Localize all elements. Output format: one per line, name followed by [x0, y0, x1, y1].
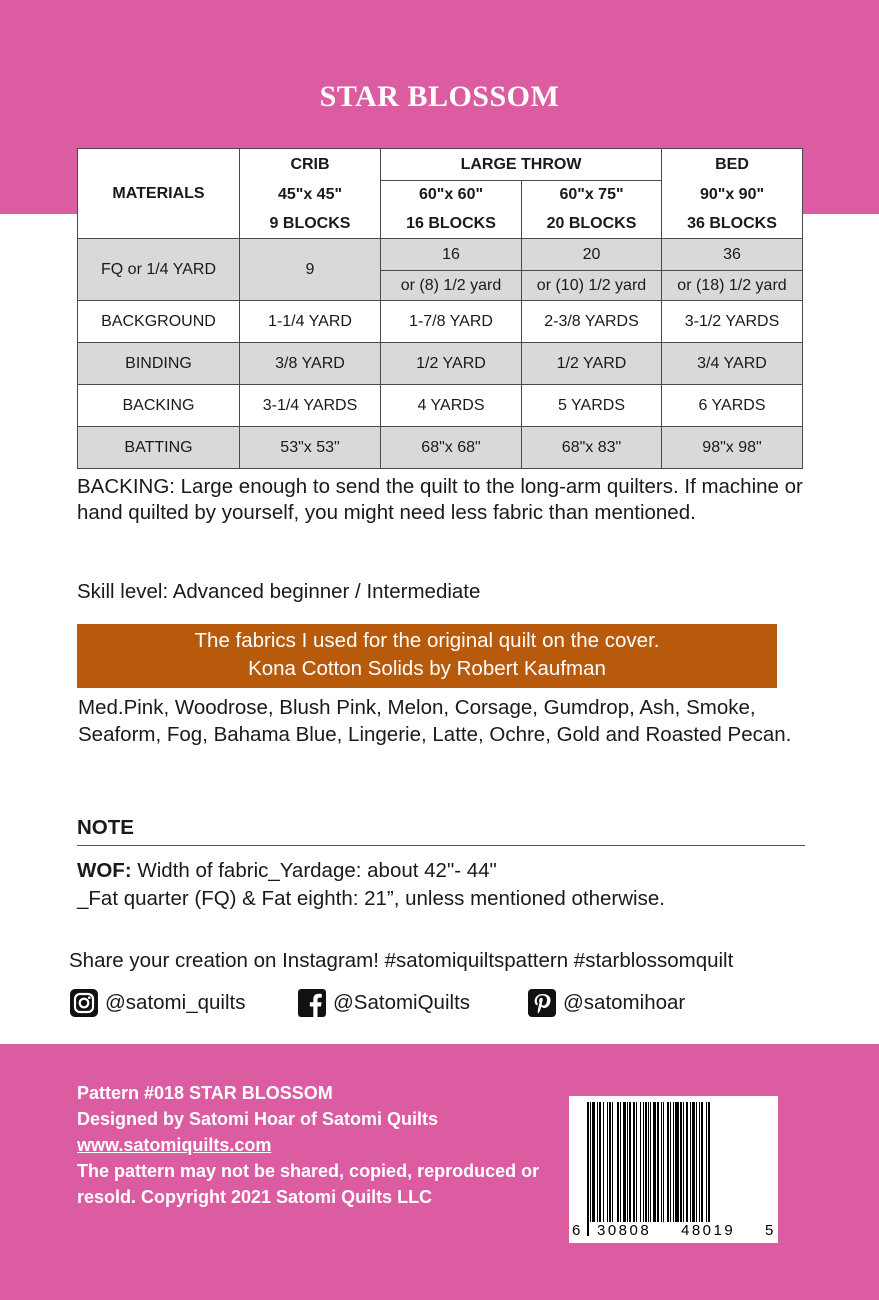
instagram-icon: [69, 988, 99, 1018]
fq-text: _Fat quarter (FQ) & Fat eighth: 21”, unless mentioned otherwise.: [77, 887, 665, 910]
cell-bed: 6 YARDS: [662, 385, 803, 427]
barcode-bar: [663, 1102, 664, 1222]
website-link[interactable]: www.satomiquilts.com: [77, 1135, 272, 1155]
barcode-bar: [597, 1102, 598, 1222]
fq-throw-a: 16: [381, 239, 522, 271]
barcode-bar: [696, 1102, 697, 1222]
barcode-bar: [633, 1102, 635, 1222]
table-row: [78, 427, 803, 469]
barcode-bar: [675, 1102, 679, 1222]
barcode-bar: [692, 1102, 695, 1222]
barcode-bar: [699, 1102, 700, 1222]
fq-throw-a-alt: or (8) 1/2 yard: [381, 271, 522, 301]
bed-header: BED: [662, 149, 803, 181]
barcode-bar: [670, 1102, 671, 1222]
note-heading: NOTE: [77, 816, 134, 839]
page-title: STAR BLOSSOM: [319, 80, 560, 113]
barcode: [569, 1096, 778, 1243]
facebook-handle[interactable]: [297, 987, 470, 1019]
facebook-icon: [297, 988, 327, 1018]
fq-bed-alt: or (18) 1/2 yard: [662, 271, 803, 301]
backing-note: BACKING: Large enough to send the quilt to the long-arm quilters. If machine or hand quilted by yourself, you might need less fabric than mentioned.: [77, 475, 803, 524]
barcode-bar: [617, 1102, 619, 1222]
throw-b-blocks: 20 BLOCKS: [522, 210, 662, 239]
designer-credit: Designed by Satomi Hoar of Satomi Quilts: [77, 1109, 439, 1129]
barcode-bar: [587, 1102, 589, 1236]
barcode-bar: [650, 1102, 651, 1222]
cell-throw-b: 2-3/8 YARDS: [522, 301, 662, 343]
barcode-digit-first: 6: [572, 1222, 581, 1239]
cell-throw-b: 5 YARDS: [522, 385, 662, 427]
row-label: BACKING: [78, 385, 240, 427]
cell-bed: 3/4 YARD: [662, 343, 803, 385]
barcode-bar: [667, 1102, 669, 1222]
bed-blocks: 36 BLOCKS: [662, 210, 803, 239]
barcode-bar: [627, 1102, 628, 1222]
barcode-bar: [629, 1102, 631, 1222]
row-label: BINDING: [78, 343, 240, 385]
barcode-bar: [683, 1102, 684, 1222]
throw-b-size: 60"x 75": [522, 181, 662, 210]
table-row: [78, 343, 803, 385]
credits-block: [77, 1080, 557, 1210]
cell-throw-a: 1/2 YARD: [381, 343, 522, 385]
fq-throw-b: 20: [522, 239, 662, 271]
barcode-bar: [607, 1102, 608, 1222]
materials-header: MATERIALS: [78, 149, 240, 239]
barcode-bar: [645, 1102, 647, 1222]
pinterest-label: @satomihoar: [563, 991, 686, 1014]
cell-crib: 3-1/4 YARDS: [240, 385, 381, 427]
barcode-bar: [708, 1102, 710, 1222]
wof-label: WOF:: [77, 859, 132, 882]
skill-level: Skill level: Advanced beginner / Intermediate: [77, 580, 481, 603]
materials-table: [77, 148, 803, 469]
bed-size: 90"x 90": [662, 181, 803, 210]
row-label: BATTING: [78, 427, 240, 469]
barcode-bar: [657, 1102, 659, 1222]
fq-crib: 9: [240, 239, 381, 301]
table-row: [78, 301, 803, 343]
barcode-bar: [648, 1102, 649, 1222]
barcode-bar: [673, 1102, 674, 1222]
cell-throw-b: 1/2 YARD: [522, 343, 662, 385]
share-text: Share your creation on Instagram! #satomiquiltspattern #starblossomquilt: [69, 949, 734, 972]
crib-blocks: 9 BLOCKS: [240, 210, 381, 239]
cell-crib: 3/8 YARD: [240, 343, 381, 385]
cell-throw-b: 68"x 83": [522, 427, 662, 469]
cell-throw-a: 68"x 68": [381, 427, 522, 469]
barcode-digits: [569, 1220, 778, 1242]
table-row: [78, 385, 803, 427]
barcode-bar: [661, 1102, 662, 1222]
barcode-bar: [690, 1102, 691, 1222]
barcode-bar: [706, 1102, 707, 1222]
barcode-bar: [701, 1102, 703, 1222]
cell-bed: 98"x 98": [662, 427, 803, 469]
throw-a-size: 60"x 60": [381, 181, 522, 210]
note-body: [77, 857, 817, 913]
barcode-bar: [643, 1102, 644, 1222]
barcode-bar: [686, 1102, 688, 1222]
table-row: [78, 239, 803, 271]
barcode-bar: [592, 1102, 595, 1222]
barcode-digits-left: 30808: [597, 1222, 652, 1239]
fq-label: FQ or 1/4 YARD: [78, 239, 240, 301]
barcode-digits-right: 48019: [681, 1222, 736, 1239]
copyright-text: The pattern may not be shared, copied, reproduced or resold. Copyright 2021 Satomi Quilts LLC: [77, 1161, 540, 1207]
row-label: BACKGROUND: [78, 301, 240, 343]
barcode-bar: [590, 1102, 591, 1222]
wof-text: Width of fabric_Yardage: about 42"- 44": [131, 859, 497, 882]
throw-a-blocks: 16 BLOCKS: [381, 210, 522, 239]
barcode-bar: [623, 1102, 626, 1222]
barcode-bar: [620, 1102, 621, 1222]
cell-crib: 53"x 53": [240, 427, 381, 469]
barcode-bar: [640, 1102, 641, 1222]
facebook-label: @SatomiQuilts: [333, 991, 471, 1014]
fabric-box-line-2: Kona Cotton Solids by Robert Kaufman: [248, 657, 606, 680]
barcode-bar: [653, 1102, 656, 1222]
barcode-bar: [603, 1102, 604, 1222]
pinterest-icon: [527, 988, 557, 1018]
crib-header: CRIB: [240, 149, 381, 181]
fq-throw-b-alt: or (10) 1/2 yard: [522, 271, 662, 301]
fq-bed: 36: [662, 239, 803, 271]
pattern-number: Pattern #018 STAR BLOSSOM: [77, 1083, 333, 1103]
barcode-digit-last: 5: [765, 1222, 774, 1239]
cell-crib: 1-1/4 YARD: [240, 301, 381, 343]
instagram-handle[interactable]: [69, 987, 245, 1019]
barcode-bar: [680, 1102, 682, 1222]
cell-bed: 3-1/2 YARDS: [662, 301, 803, 343]
fabric-box-line-1: The fabrics I used for the original quilt on the cover.: [194, 629, 660, 652]
pinterest-handle[interactable]: [527, 987, 685, 1019]
crib-size: 45"x 45": [240, 181, 381, 210]
barcode-bar: [599, 1102, 601, 1222]
instagram-label: @satomi_quilts: [105, 991, 246, 1014]
barcode-bar: [636, 1102, 637, 1222]
note-divider: [77, 845, 805, 846]
fabric-list: Med.Pink, Woodrose, Blush Pink, Melon, Corsage, Gumdrop, Ash, Smoke, Seaform, Fog, Bahama Blue, Lingerie, Latte, Ochre, Gold and Roasted Pecan.: [78, 696, 792, 746]
large-throw-header: LARGE THROW: [381, 149, 662, 181]
cell-throw-a: 1-7/8 YARD: [381, 301, 522, 343]
fabric-info-box: [77, 624, 777, 688]
cell-throw-a: 4 YARDS: [381, 385, 522, 427]
barcode-bar: [612, 1102, 613, 1222]
barcode-bar: [609, 1102, 611, 1222]
